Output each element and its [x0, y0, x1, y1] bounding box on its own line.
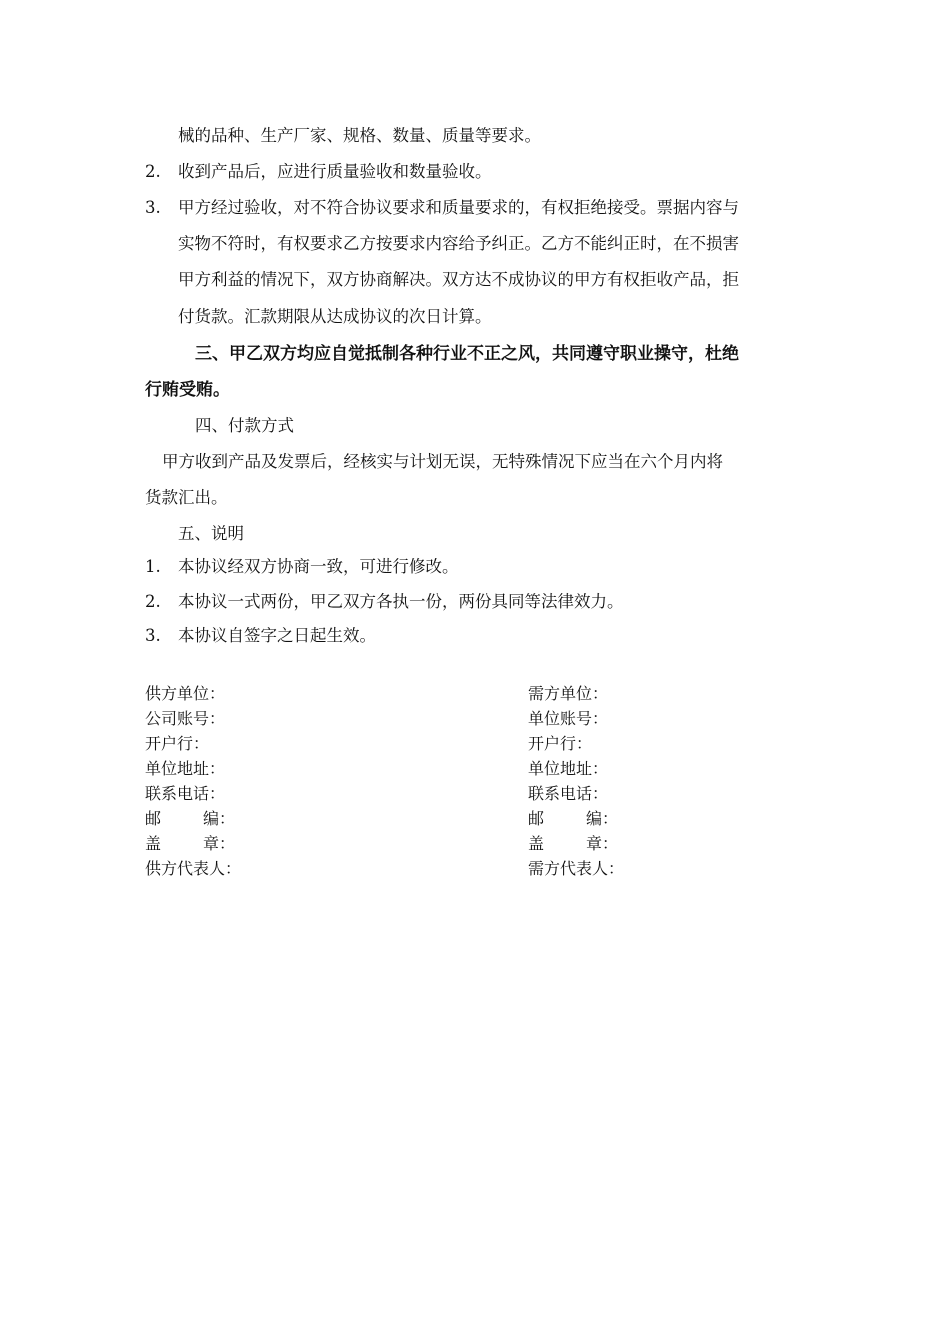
supplier-bank-label: 开户行： — [145, 734, 210, 753]
supplier-seal-label-b: 章： — [203, 834, 236, 853]
item-3-line-2: 实物不符时，有权要求乙方按要求内容给予纠正。乙方不能纠正时，在不损害 — [178, 234, 739, 253]
section-5-item-3-text: 本协议自签字之日起生效。 — [178, 626, 376, 645]
section-3-line-2: 行贿受贿。 — [145, 380, 230, 400]
item-2-text: 收到产品后，应进行质量验收和数量验收。 — [178, 162, 492, 181]
section-5-item-2-text: 本协议一式两份，甲乙双方各执一份，两份具同等法律效力。 — [178, 592, 624, 611]
section-5-title: 五、说明 — [178, 524, 244, 543]
section-3-line-1: 三、甲乙双方均应自觉抵制各种行业不正之风，共同遵守职业操守，杜绝 — [195, 344, 739, 364]
section-4-line-1: 甲方收到产品及发票后，经核实与计划无误，无特殊情况下应当在六个月内将 — [162, 452, 723, 471]
supplier-account-label: 公司账号： — [145, 709, 226, 728]
item-3-number: 3. — [145, 198, 161, 217]
item-3-line-3: 甲方利益的情况下，双方协商解决。双方达不成协议的甲方有权拒收产品，拒 — [178, 270, 739, 289]
section-5-item-2-number: 2. — [145, 592, 161, 611]
buyer-account-label: 单位账号： — [528, 709, 609, 728]
section-5-item-1-text: 本协议经双方协商一致，可进行修改。 — [178, 557, 459, 576]
item-3-line-1: 甲方经过验收，对不符合协议要求和质量要求的，有权拒绝接受。票据内容与 — [178, 198, 739, 217]
supplier-seal-label-a: 盖 — [145, 834, 162, 853]
supplier-rep-label: 供方代表人： — [145, 859, 242, 878]
section-5-item-3-number: 3. — [145, 626, 161, 645]
buyer-phone-label: 联系电话： — [528, 784, 609, 803]
buyer-rep-label: 需方代表人： — [528, 859, 625, 878]
item-2-number: 2. — [145, 162, 161, 181]
buyer-zip-label-a: 邮 — [528, 809, 545, 828]
buyer-bank-label: 开户行： — [528, 734, 593, 753]
section-4-title: 四、付款方式 — [195, 416, 294, 435]
item-continuation: 械的品种、生产厂家、规格、数量、质量等要求。 — [178, 126, 541, 145]
buyer-address-label: 单位地址： — [528, 759, 609, 778]
buyer-zip-label-b: 编： — [586, 809, 619, 828]
buyer-seal-label-a: 盖 — [528, 834, 545, 853]
supplier-phone-label: 联系电话： — [145, 784, 226, 803]
section-4-line-2: 货款汇出。 — [145, 488, 228, 507]
section-5-item-1-number: 1. — [145, 557, 161, 576]
buyer-unit-label: 需方单位： — [528, 684, 609, 703]
buyer-seal-label-b: 章： — [586, 834, 619, 853]
supplier-address-label: 单位地址： — [145, 759, 226, 778]
supplier-unit-label: 供方单位： — [145, 684, 226, 703]
item-3-line-4: 付货款。汇款期限从达成协议的次日计算。 — [178, 307, 492, 326]
supplier-zip-label-a: 邮 — [145, 809, 162, 828]
supplier-zip-label-b: 编： — [203, 809, 236, 828]
